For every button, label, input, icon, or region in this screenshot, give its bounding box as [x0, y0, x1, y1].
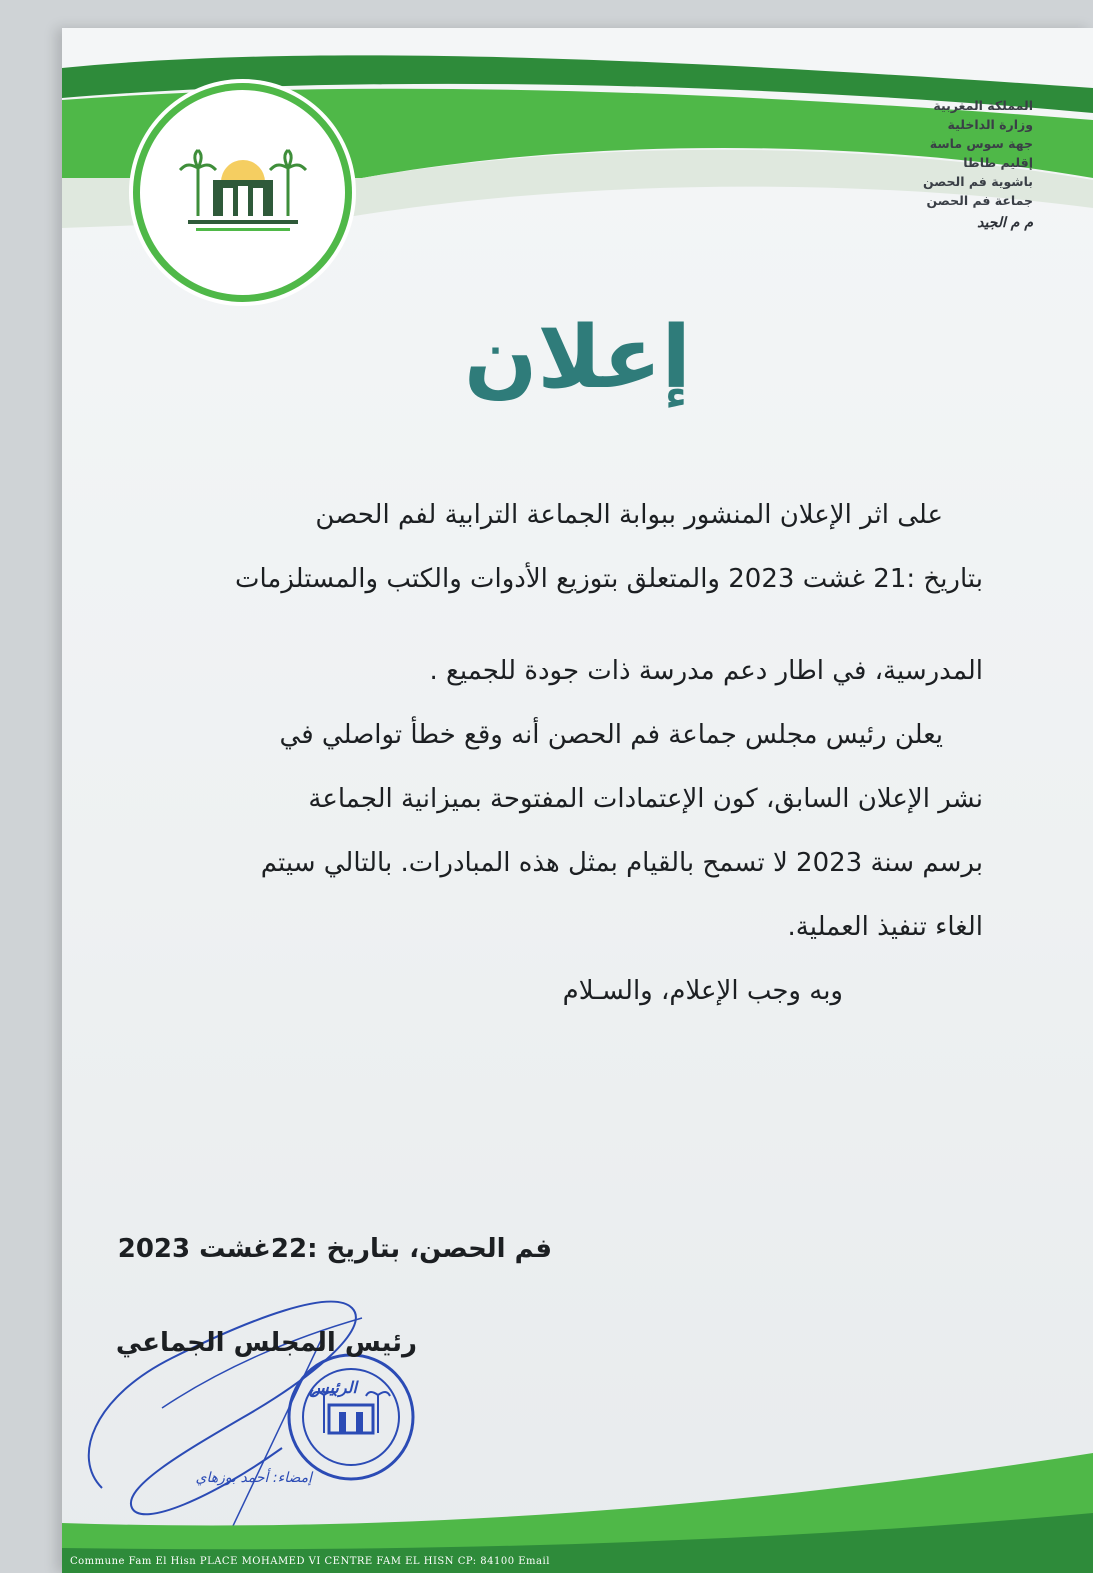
footer-green-band — [62, 1453, 1093, 1573]
body-line: نشر الإعلان السابق، كون الإعتمادات المفتوحة بميزانية الجماعة — [308, 784, 983, 814]
closing-line: وبه وجب الإعلام، والسـلام — [562, 976, 843, 1006]
body-line: برسم سنة 2023 لا تسمح بالقيام بمثل هذه المبادرات. بالتالي سيتم — [260, 848, 983, 878]
footer-address — [62, 1556, 1093, 1567]
body-line: يعلن رئيس مجلس جماعة فم الحصن أنه وقع خطأ تواصلي في — [279, 720, 943, 750]
footer-address-text: Commune Fam El Hisn PLACE MOHAMED VI CENTRE FAM EL HISN CP: 84100 Email — [70, 1556, 550, 1567]
admin-line: جماعة فم الحصن — [926, 193, 1033, 208]
body-line: بتاريخ :21 غشت 2023 والمتعلق بتوزيع الأدوات والكتب والمستلزمات — [235, 564, 983, 594]
notice-body — [143, 483, 983, 1023]
body-line: الغاء تنفيذ العملية. — [787, 912, 983, 942]
admin-line: إقليم طاطا — [963, 155, 1033, 170]
admin-line: وزارة الداخلية — [947, 117, 1033, 132]
administration-header — [803, 96, 1033, 233]
letter-page — [62, 28, 1093, 1573]
place-date: فم الحصن، بتاريخ :22غشت 2023 — [117, 1234, 552, 1264]
body-line: المدرسية، في اطار دعم مدرسة ذات جودة للجميع . — [429, 656, 983, 686]
admin-line: باشوية فم الحصن — [922, 174, 1033, 189]
body-line: على اثر الإعلان المنشور ببوابة الجماعة الترابية لفم الحصن — [315, 500, 943, 530]
reference-number: م م الجيد — [977, 215, 1033, 231]
commune-logo — [140, 90, 345, 295]
handwritten-role: الرئيس — [309, 1378, 357, 1397]
admin-line: جهة سوس ماسة — [929, 136, 1033, 151]
handwritten-name: إمضاء: أحمد بوزهاي — [195, 1470, 312, 1486]
signer-title: رئيس المجلس الجماعي — [115, 1328, 417, 1358]
notice-title: إعلان — [464, 308, 691, 408]
admin-line: المملكة المغربية — [933, 98, 1033, 113]
palm-gate-logo-icon — [178, 140, 308, 240]
